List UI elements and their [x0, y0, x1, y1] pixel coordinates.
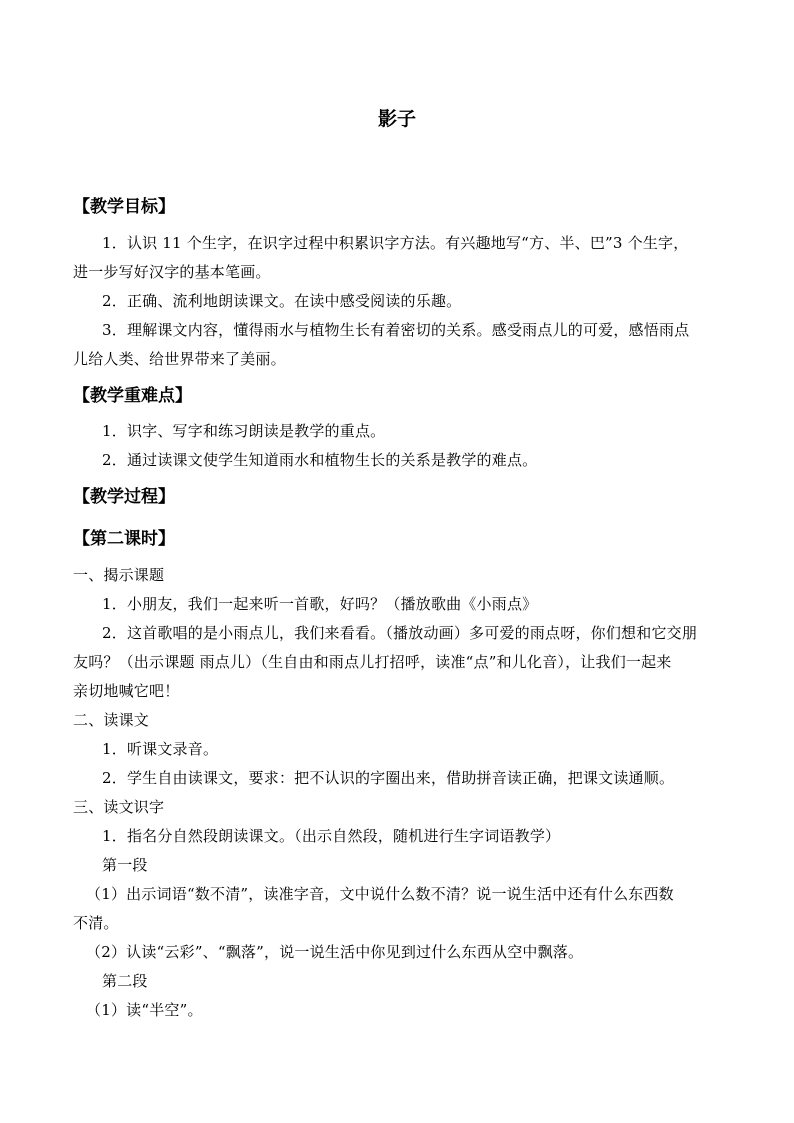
part1-line-3: 友吗？（出示课题 雨点儿）（生自由和雨点儿打招呼，读准“点”和儿化音），让我们一起来: [73, 653, 672, 671]
goals-line-5: 儿给人类、给世界带来了美丽。: [73, 350, 286, 368]
part3-item-3: （1）读“半空”。: [86, 1001, 203, 1019]
part3-line-1: 1．指名分自然段朗读课文。（出示自然段，随机进行生字词语教学）: [102, 827, 561, 845]
part3-paragraph-label-1: 第一段: [102, 856, 148, 874]
part3-item-1: （1）出示词语“数不清”，读准字音，文中说什么数不清？说一说生活中还有什么东西数: [86, 885, 674, 903]
part2-title: 二、读课文: [73, 711, 150, 729]
key-points-heading: 【教学重难点】: [73, 386, 192, 406]
part3-item-1-cont: 不清。: [73, 914, 119, 932]
part3-item-2: （2）认读“云彩”、“飘落”，说一说生活中你见到过什么东西从空中飘落。: [86, 943, 584, 961]
part1-title: 一、揭示课题: [73, 566, 165, 584]
part1-line-1: 1．小朋友，我们一起来听一首歌，好吗？（播放歌曲《小雨点》: [102, 595, 538, 613]
part2-line-1: 1．听课文录音。: [102, 740, 219, 758]
lesson-heading: 【第二课时】: [73, 529, 175, 549]
document-title: 影子: [377, 108, 416, 130]
part3-paragraph-label-2: 第二段: [102, 972, 148, 990]
part1-line-4: 亲切地喊它吧！: [73, 682, 180, 700]
goals-line-2: 进一步写好汉字的基本笔画。: [73, 263, 271, 281]
goals-line-4: 3．理解课文内容，懂得雨水与植物生长有着密切的关系。感受雨点儿的可爱，感悟雨点: [102, 321, 690, 339]
key-point-2: 2．通过读课文使学生知道雨水和植物生长的关系是教学的难点。: [102, 451, 538, 469]
process-heading: 【教学过程】: [73, 487, 175, 507]
goals-line-1: 1．认识 11 个生字，在识字过程中积累识字方法。有兴趣地写“方、半、巴”3 个生字，: [102, 234, 689, 252]
part3-title: 三、读文识字: [73, 798, 165, 816]
part1-line-2: 2．这首歌唱的是小雨点儿，我们来看看。（播放动画）多可爱的雨点呀，你们想和它交朋: [102, 624, 698, 642]
goals-heading: 【教学目标】: [73, 197, 175, 217]
key-point-1: 1．识字、写字和练习朗读是教学的重点。: [102, 422, 386, 440]
part2-line-2: 2．学生自由读课文，要求：把不认识的字圈出来，借助拼音读正确，把课文读通顺。: [102, 769, 675, 787]
goals-line-3: 2．正确、流利地朗读课文。在读中感受阅读的乐趣。: [102, 292, 462, 310]
